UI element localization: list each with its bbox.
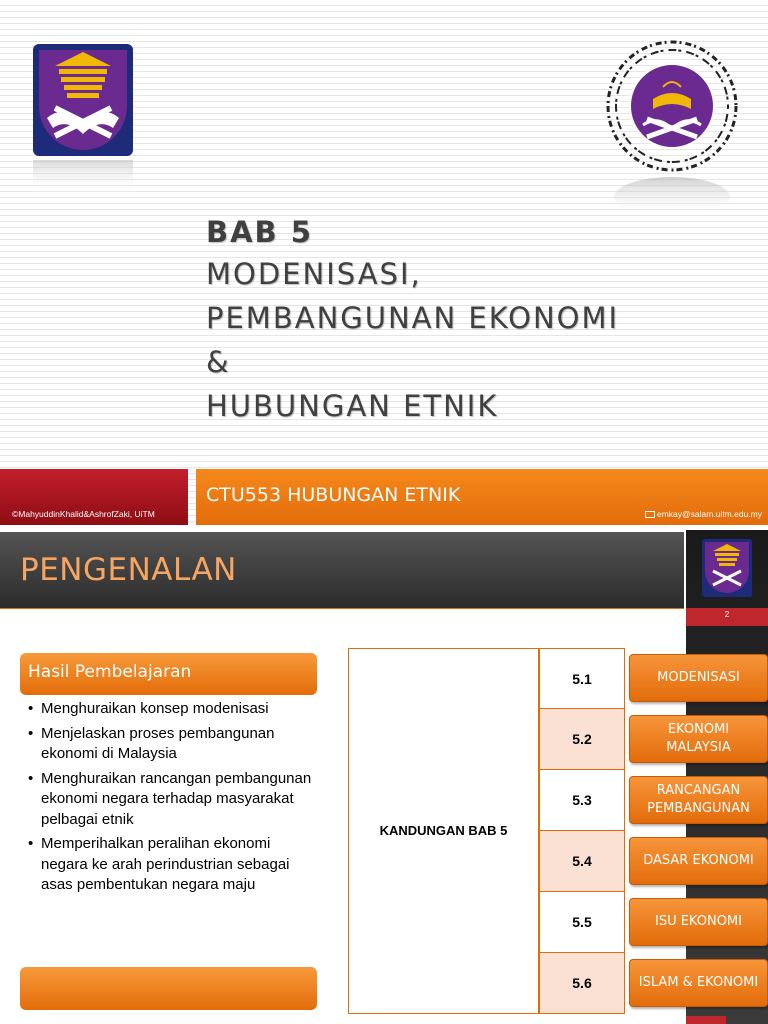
list-item: • Menghuraikan konsep modenisasi	[26, 699, 316, 720]
learning-outcomes-title: Hasil Pembelajaran	[28, 662, 192, 682]
section-number: 5.3	[539, 770, 625, 831]
uitm-logo	[33, 44, 133, 194]
title-line: &	[206, 345, 231, 379]
chapter-number: BAB 5	[206, 215, 313, 249]
learning-outcomes-footer	[20, 967, 317, 1010]
section-number: 5.6	[539, 953, 625, 1014]
nav-tab	[686, 1016, 726, 1024]
slide-title	[206, 212, 746, 428]
list-item: • Menjelaskan proses pembangunan ekonomi di Malaysia	[26, 724, 316, 765]
topic-button-ekonomi-malaysia[interactable]: EKONOMI MALAYSIA	[629, 715, 768, 763]
email-text: emkay@salam.uitm.edu.my	[657, 509, 762, 519]
topic-button-modenisasi[interactable]: MODENISASI	[629, 654, 768, 702]
course-title: CTU553 HUBUNGAN ETNIK	[206, 484, 461, 506]
topic-button-isu-ekonomi[interactable]: ISU EKONOMI	[629, 898, 768, 946]
list-item: • Menghuraikan rancangan pembangunan ekonomi negara terhadap masyarakat pelbagai etnik	[26, 769, 316, 831]
list-item: • Memperihalkan peralihan ekonomi negara ke arah perindustrian sebagai asas pembentukan negara maju	[26, 834, 316, 896]
introduction-slide	[0, 530, 768, 1024]
contents-label: KANDUNGAN BAB 5	[379, 823, 508, 838]
title-line: HUBUNGAN ETNIK	[206, 389, 499, 423]
mail-icon	[645, 511, 655, 518]
slide-header	[0, 532, 684, 609]
learning-outcomes-list	[26, 699, 316, 900]
topic-button-dasar-ekonomi[interactable]: DASAR EKONOMI	[629, 837, 768, 885]
uitm-seal-logo	[603, 37, 741, 217]
copyright-text: ©MahyuddinKhalid&AshrofZaki, UiTM	[12, 509, 155, 519]
email-contact	[645, 509, 762, 519]
learning-outcomes-header	[20, 653, 317, 695]
title-line: PEMBANGUNAN EKONOMI	[206, 301, 620, 335]
page-number-bar	[686, 608, 768, 626]
section-number: 5.5	[539, 892, 625, 953]
uitm-logo	[702, 539, 752, 599]
section-number: 5.1	[539, 648, 625, 709]
contents-box	[348, 648, 539, 1014]
section-numbers	[539, 648, 625, 1014]
page-number: 2	[724, 610, 730, 619]
topic-button-islam-ekonomi[interactable]: ISLAM & EKONOMI	[629, 959, 768, 1007]
page-title: PENGENALAN	[20, 552, 237, 588]
footer-orange-bar	[196, 469, 768, 525]
footer-red-bar	[0, 469, 188, 525]
section-number: 5.4	[539, 831, 625, 892]
section-number: 5.2	[539, 709, 625, 770]
title-line: MODENISASI,	[206, 257, 422, 291]
topic-button-rancangan-pembangunan[interactable]: RANCANGAN PEMBANGUNAN	[629, 776, 768, 824]
